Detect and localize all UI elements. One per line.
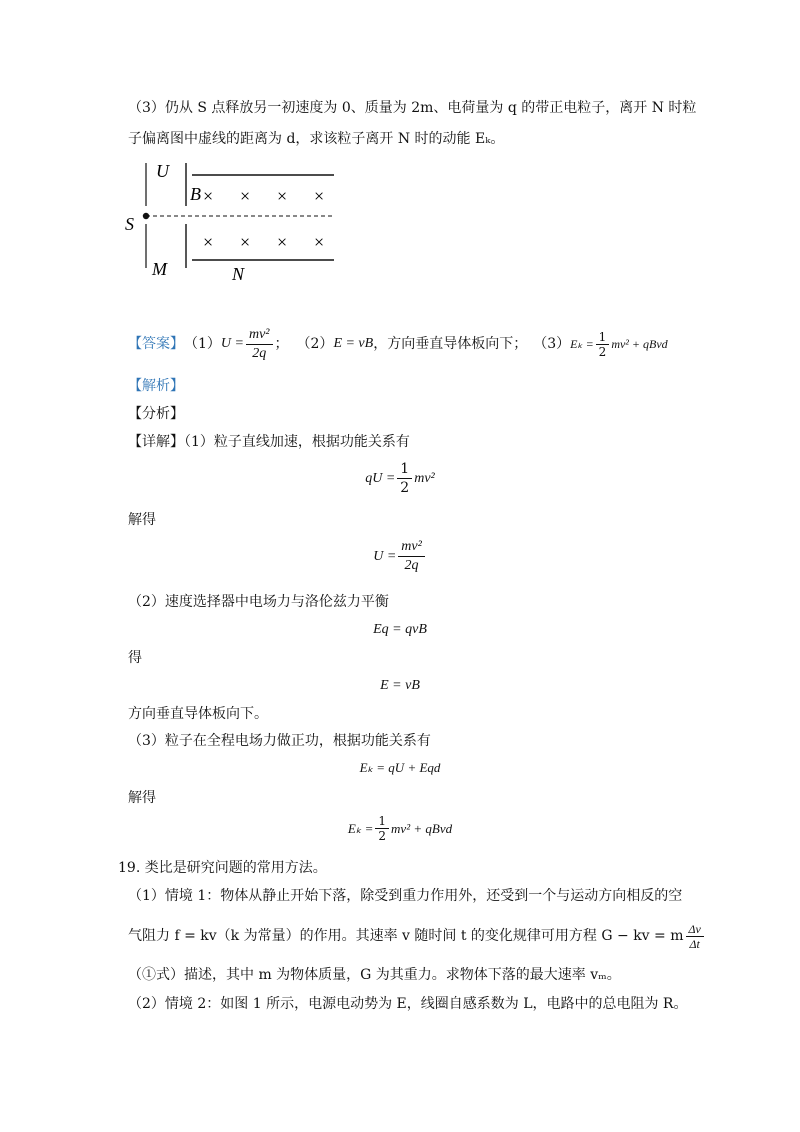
equation-4: E = vB [380,678,420,693]
magnetic-field-crosses [203,186,324,252]
point-s-dot [143,213,149,219]
fenxi-tag: 【分析】 [128,406,184,422]
analysis-tag: 【解析】 [128,378,184,394]
answer-p3-den: 2 [598,344,607,359]
detail-step1 [128,432,410,452]
cross: × [314,232,325,252]
velocity-selector-figure [120,158,350,288]
cross: × [277,232,288,252]
q19-frac-num: Δv [686,922,704,937]
q19-p1-line2-text: 气阻力 f = kv（k 为常量）的作用。其速率 v 随时间 t 的变化规律可用方程 G − kv = m [128,928,684,944]
eq1-num: 1 [397,460,412,479]
answer-p1-lhs: U = [220,336,244,351]
answer-p3-lhs: Eₖ = [570,337,594,351]
equation-6 [0,814,800,843]
cross: × [240,186,251,206]
answer-p2-eq: E = vB [333,336,374,351]
q19-p1-line1: （1）情境 1：物体从静止开始下落，除受到重力作用外，还受到一个与运动方向相反的空 [128,888,683,904]
answer-p3-fraction [596,330,610,359]
answer-p1-num: mv² [246,326,273,345]
answer-p3-rhs: mv² + qBvd [611,337,668,351]
eq6-fraction [375,814,389,843]
answer-p1-fraction [246,326,273,363]
detail-step2: （2）速度选择器中电场力与洛伦兹力平衡 [128,594,389,610]
answer-p1-den: 2q [252,345,267,361]
eq2-num: mv² [398,538,425,557]
answer-p1-prefix: （1） [184,336,221,352]
equation-3: Eq = qvB [373,622,427,637]
direction-text: 方向垂直导体板向下。 [128,706,268,722]
eq1-fraction [397,460,412,497]
eq2-den: 2q [404,558,419,573]
q19-p2-line: （2）情境 2：如图 1 所示，电源电动势为 E，线圈自感系数为 L，电路中的总电阻为 R。 [128,996,688,1012]
cross: × [240,232,251,252]
detail-tag: 【详解】 [128,434,184,450]
cross: × [203,232,214,252]
q19-p1-line2 [128,916,706,956]
q3-prompt-line2: 子偏离图中虚线的距离为 d，求该粒子离开 N 时的动能 Eₖ。 [128,131,505,147]
equation-5: Eₖ = qU + Eqd [359,760,441,775]
cross: × [277,186,288,206]
cross: × [314,186,325,206]
detail-step3: （3）粒子在全程电场力做正功，根据功能关系有 [128,733,431,749]
q19-p1-line3: （①式）描述，其中 m 为物体质量，G 为其重力。求物体下落的最大速率 vₘ。 [128,967,621,983]
jiede-2: 解得 [128,790,156,806]
label-u: U [156,161,169,181]
equation-1 [0,460,800,497]
eq6-lhs: Eₖ = [347,820,374,836]
equation-2 [0,538,800,575]
label-m: M [152,259,167,279]
label-s: S [125,214,134,234]
q19-frac-den: Δt [689,936,700,951]
answer-tag: 【答案】 [128,336,184,352]
eq1-den: 2 [400,480,410,496]
eq2-fraction [398,538,425,575]
q19-p1-fraction [686,922,704,951]
answer-p2-text: ，方向垂直导体板向下； [373,336,528,352]
de: 得 [128,650,142,666]
eq1-rhs: mv² [414,470,435,486]
answer-line [128,324,668,364]
detail-step1-text: （1）粒子直线加速，根据功能关系有 [184,434,410,450]
eq1-lhs: qU = [365,470,396,486]
eq6-den: 2 [378,829,387,843]
q19-title: 19. 类比是研究问题的常用方法。 [118,860,327,876]
label-n: N [232,264,245,284]
answer-p2-prefix: （2） [296,336,334,352]
eq6-num: 1 [375,814,389,829]
answer-p3-prefix: （3） [533,336,571,352]
jiede-1: 解得 [128,512,156,528]
eq2-lhs: U = [373,548,397,564]
cross: × [203,186,214,206]
eq6-rhs: mv² + qBvd [391,820,453,836]
answer-p3-num: 1 [596,330,610,345]
answer-p1-sep: ； [274,336,289,352]
label-b: B [190,184,201,204]
q3-prompt-line1: （3）仍从 S 点释放另一初速度为 0、质量为 2m、电荷量为 q 的带正电粒子，离开 N 时粒 [128,100,697,116]
